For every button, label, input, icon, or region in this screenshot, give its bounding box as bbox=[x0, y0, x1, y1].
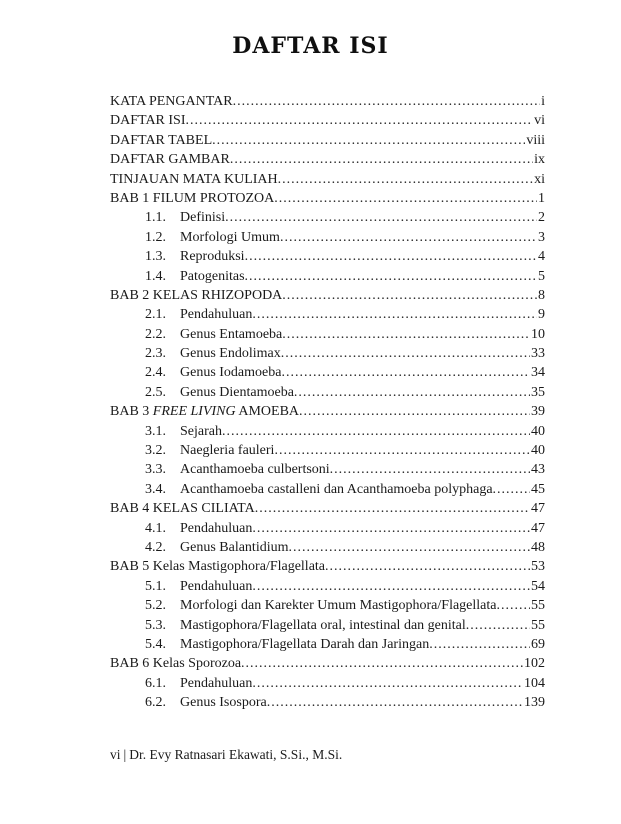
toc-dot-leader bbox=[281, 363, 530, 382]
toc-entry-page: ix bbox=[534, 152, 545, 168]
toc-entry-label bbox=[180, 596, 496, 615]
toc-entry bbox=[110, 693, 545, 712]
toc-entry-label bbox=[180, 519, 252, 538]
toc-entry-label bbox=[180, 267, 245, 286]
toc-entry bbox=[110, 422, 545, 441]
toc-dot-leader bbox=[429, 635, 530, 654]
toc-entry-number: 5.3. bbox=[145, 617, 166, 633]
toc-entry-label bbox=[180, 577, 252, 596]
toc-dot-leader bbox=[252, 305, 537, 324]
toc-entry-text: Genus Balantidium bbox=[180, 539, 289, 555]
toc-dot-leader bbox=[186, 111, 534, 130]
footer-author: Dr. Evy Ratnasari Ekawati, S.Si., M.Si. bbox=[129, 747, 343, 762]
toc-entry-text: BAB 2 KELAS RHIZOPODA bbox=[110, 287, 283, 303]
toc-entry-label bbox=[180, 383, 294, 402]
toc-entry-text: Mastigophora/Flagellata Darah dan Jaringan bbox=[180, 636, 430, 652]
toc-entry-label bbox=[180, 422, 222, 441]
toc-dot-leader bbox=[325, 557, 530, 576]
toc-entry-text: Genus Entamoeba bbox=[180, 326, 283, 342]
toc-entry-label bbox=[180, 538, 289, 557]
toc-entry-page: 10 bbox=[531, 326, 545, 342]
toc-entry-label bbox=[110, 111, 186, 130]
toc-entry bbox=[110, 363, 545, 382]
toc-entry-label bbox=[180, 363, 281, 382]
toc-entry-label bbox=[180, 208, 225, 227]
toc-dot-leader bbox=[230, 150, 533, 169]
toc-entry-label bbox=[110, 557, 325, 576]
toc-entry bbox=[110, 635, 545, 654]
toc-entry-label bbox=[180, 674, 252, 693]
toc-entry-label bbox=[180, 441, 274, 460]
toc-entry bbox=[110, 557, 545, 576]
toc-entry-text-suffix: AMOEBA bbox=[235, 404, 300, 420]
toc-entry-page: viii bbox=[526, 132, 545, 148]
toc-entry-number: 5.2. bbox=[145, 598, 166, 614]
toc-dot-leader bbox=[278, 170, 533, 189]
toc-entry bbox=[110, 402, 545, 421]
toc-dot-leader bbox=[225, 208, 537, 227]
toc-dot-leader bbox=[280, 228, 537, 247]
toc-entry-page: 40 bbox=[531, 443, 545, 459]
toc-entry-text: Genus Endolimax bbox=[180, 346, 281, 362]
toc-entry-page: 48 bbox=[531, 539, 545, 555]
toc-entry-page: i bbox=[541, 94, 545, 109]
toc-entry bbox=[110, 305, 545, 324]
toc-entry-label bbox=[180, 344, 281, 363]
toc-dot-leader bbox=[252, 519, 530, 538]
toc-entry-label bbox=[180, 693, 267, 712]
toc-entry bbox=[110, 577, 545, 596]
toc-entry-page: 39 bbox=[531, 404, 545, 420]
toc-list bbox=[110, 92, 545, 713]
toc-entry bbox=[110, 538, 545, 557]
toc-entry bbox=[110, 131, 545, 150]
toc-entry-page: 102 bbox=[524, 656, 545, 672]
toc-entry-text: Acanthamoeba castalleni dan Acanthamoeba polyphaga bbox=[180, 481, 493, 497]
toc-entry-number: 1.1. bbox=[145, 210, 166, 226]
toc-entry-number: 2.4. bbox=[145, 365, 166, 381]
toc-entry-number: 2.5. bbox=[145, 384, 166, 400]
toc-dot-leader bbox=[252, 577, 530, 596]
toc-entry bbox=[110, 499, 545, 518]
toc-dot-leader bbox=[255, 499, 530, 518]
toc-entry bbox=[110, 92, 545, 111]
toc-entry bbox=[110, 111, 545, 130]
toc-entry-label bbox=[180, 228, 280, 247]
toc-entry-text: Reproduksi bbox=[180, 249, 245, 265]
toc-entry-page: 35 bbox=[531, 384, 545, 400]
toc-entry-text: Pendahuluan bbox=[180, 520, 253, 536]
toc-dot-leader bbox=[274, 441, 530, 460]
toc-entry-text: Pendahuluan bbox=[180, 307, 253, 323]
toc-entry-page: 53 bbox=[531, 559, 545, 575]
toc-entry-text: Mastigophora/Flagellata oral, intestinal dan genital bbox=[180, 617, 466, 633]
footer-separator: | bbox=[123, 747, 127, 762]
toc-entry-number: 4.1. bbox=[145, 520, 166, 536]
toc-entry-label bbox=[180, 247, 245, 266]
toc-dot-leader bbox=[245, 267, 537, 286]
toc-entry-text: Genus Iodamoeba bbox=[180, 365, 282, 381]
toc-entry-text: Patogenitas bbox=[180, 268, 245, 284]
toc-dot-leader bbox=[222, 422, 530, 441]
toc-entry-number: 5.1. bbox=[145, 578, 166, 594]
toc-entry bbox=[110, 286, 545, 305]
toc-entry-number: 1.3. bbox=[145, 249, 166, 265]
toc-dot-leader bbox=[282, 325, 530, 344]
toc-dot-leader bbox=[281, 344, 530, 363]
toc-entry-text: KATA PENGANTAR bbox=[110, 94, 233, 109]
toc-dot-leader bbox=[282, 286, 537, 305]
toc-entry-page: vi bbox=[534, 113, 545, 129]
toc-entry bbox=[110, 441, 545, 460]
toc-dot-leader bbox=[294, 383, 530, 402]
toc-entry bbox=[110, 519, 545, 538]
toc-entry-text: Pendahuluan bbox=[180, 578, 253, 594]
toc-dot-leader bbox=[212, 131, 525, 150]
toc-entry-number: 2.2. bbox=[145, 326, 166, 342]
toc-entry bbox=[110, 616, 545, 635]
toc-entry bbox=[110, 267, 545, 286]
toc-entry bbox=[110, 596, 545, 615]
toc-entry-page: 2 bbox=[538, 210, 545, 226]
toc-entry-text-italic: FREE LIVING bbox=[152, 404, 236, 420]
toc-entry-number: 3.2. bbox=[145, 443, 166, 459]
toc-entry bbox=[110, 170, 545, 189]
toc-entry-number: 6.1. bbox=[145, 675, 166, 691]
toc-entry-page: 69 bbox=[531, 636, 545, 652]
toc-entry-label bbox=[110, 286, 282, 305]
page-footer bbox=[110, 746, 342, 763]
toc-dot-leader bbox=[241, 654, 523, 673]
toc-entry-label bbox=[110, 131, 212, 150]
toc-dot-leader bbox=[299, 402, 530, 421]
toc-entry-label bbox=[180, 460, 330, 479]
toc-entry-text: DAFTAR GAMBAR bbox=[110, 152, 230, 168]
toc-entry-page: 1 bbox=[538, 190, 545, 206]
toc-entry-number: 6.2. bbox=[145, 695, 166, 711]
toc-dot-leader bbox=[466, 616, 530, 635]
toc-entry-number: 3.1. bbox=[145, 423, 166, 439]
toc-entry-label bbox=[110, 654, 241, 673]
toc-entry-number: 3.4. bbox=[145, 481, 166, 497]
toc-dot-leader bbox=[330, 460, 530, 479]
toc-entry-text: Pendahuluan bbox=[180, 675, 253, 691]
toc-entry-page: 4 bbox=[538, 249, 545, 265]
toc-entry-text: DAFTAR ISI bbox=[110, 113, 186, 129]
toc-entry bbox=[110, 325, 545, 344]
toc-entry-page: 45 bbox=[531, 481, 545, 497]
toc-entry-label bbox=[110, 150, 230, 169]
toc-entry bbox=[110, 383, 545, 402]
toc-entry bbox=[110, 344, 545, 363]
toc-entry-page: 55 bbox=[531, 598, 545, 614]
toc-entry-number: 4.2. bbox=[145, 539, 166, 555]
toc-dot-leader bbox=[267, 693, 523, 712]
toc-dot-leader bbox=[252, 674, 523, 693]
toc-entry-text: BAB 5 Kelas Mastigophora/Flagellata bbox=[110, 559, 326, 575]
toc-entry bbox=[110, 208, 545, 227]
toc-entry-label bbox=[110, 499, 255, 518]
toc-entry-page: 43 bbox=[531, 462, 545, 478]
toc-entry-number: 5.4. bbox=[145, 636, 166, 652]
toc-entry bbox=[110, 189, 545, 208]
toc-entry-page: 9 bbox=[538, 307, 545, 323]
toc-entry-page: 8 bbox=[538, 287, 545, 303]
toc-entry-text: Morfologi Umum bbox=[180, 229, 280, 245]
toc-entry-page: 139 bbox=[524, 695, 545, 711]
toc-entry-text: Naegleria fauleri bbox=[180, 443, 275, 459]
toc-entry-text: Definisi bbox=[180, 210, 226, 226]
toc-entry-page: 33 bbox=[531, 346, 545, 362]
toc-entry-label bbox=[110, 189, 274, 208]
toc-entry-label bbox=[110, 402, 299, 421]
toc-entry-text: BAB 3 bbox=[110, 404, 153, 420]
toc-dot-leader bbox=[496, 596, 530, 615]
toc-entry-page: xi bbox=[534, 171, 545, 187]
toc-entry-number: 3.3. bbox=[145, 462, 166, 478]
toc-dot-leader bbox=[289, 538, 531, 557]
toc-entry-page: 54 bbox=[531, 578, 545, 594]
toc-entry bbox=[110, 247, 545, 266]
toc-entry-label bbox=[180, 325, 282, 344]
toc-entry-text: BAB 6 Kelas Sporozoa bbox=[110, 656, 242, 672]
toc-entry-page: 3 bbox=[538, 229, 545, 245]
toc-entry-text: BAB 4 KELAS CILIATA bbox=[110, 501, 255, 517]
toc-entry-number: 1.2. bbox=[145, 229, 166, 245]
toc-entry-number: 2.3. bbox=[145, 346, 166, 362]
toc-entry-label bbox=[180, 616, 466, 635]
toc-entry-page: 55 bbox=[531, 617, 545, 633]
toc-entry-label bbox=[110, 170, 278, 189]
toc-entry bbox=[110, 654, 545, 673]
toc-entry-text: BAB 1 FILUM PROTOZOA bbox=[110, 190, 275, 206]
toc-entry-label bbox=[180, 635, 429, 654]
toc-entry-text: Acanthamoeba culbertsoni bbox=[180, 462, 330, 478]
toc-entry-text: DAFTAR TABEL bbox=[110, 132, 213, 148]
toc-entry-page: 5 bbox=[538, 268, 545, 284]
toc-entry bbox=[110, 460, 545, 479]
toc-entry-label bbox=[110, 92, 233, 111]
toc-entry bbox=[110, 228, 545, 247]
toc-dot-leader bbox=[233, 92, 541, 111]
toc-entry-text: Genus Dientamoeba bbox=[180, 384, 294, 400]
toc-entry-page: 104 bbox=[524, 675, 545, 691]
toc-entry-text: Morfologi dan Karekter Umum Mastigophora/Flagellata bbox=[180, 598, 497, 614]
page-title: DAFTAR ISI bbox=[232, 33, 389, 59]
toc-entry bbox=[110, 150, 545, 169]
toc-entry-label bbox=[180, 305, 252, 324]
toc-entry-page: 40 bbox=[531, 423, 545, 439]
toc-entry-label bbox=[180, 480, 493, 499]
toc-entry bbox=[110, 480, 545, 499]
footer-page-number: vi bbox=[110, 747, 121, 762]
toc-entry bbox=[110, 674, 545, 693]
toc-entry-number: 1.4. bbox=[145, 268, 166, 284]
toc-entry-page: 47 bbox=[531, 501, 545, 517]
toc-dot-leader bbox=[245, 247, 537, 266]
toc-entry-text: Sejarah bbox=[180, 423, 222, 439]
toc-entry-page: 34 bbox=[531, 365, 545, 381]
toc-entry-text: TINJAUAN MATA KULIAH bbox=[110, 171, 278, 187]
toc-entry-page: 47 bbox=[531, 520, 545, 536]
toc-dot-leader bbox=[274, 189, 537, 208]
toc-dot-leader bbox=[493, 480, 530, 499]
toc-entry-number: 2.1. bbox=[145, 307, 166, 323]
toc-entry-text: Genus Isospora bbox=[180, 695, 267, 711]
